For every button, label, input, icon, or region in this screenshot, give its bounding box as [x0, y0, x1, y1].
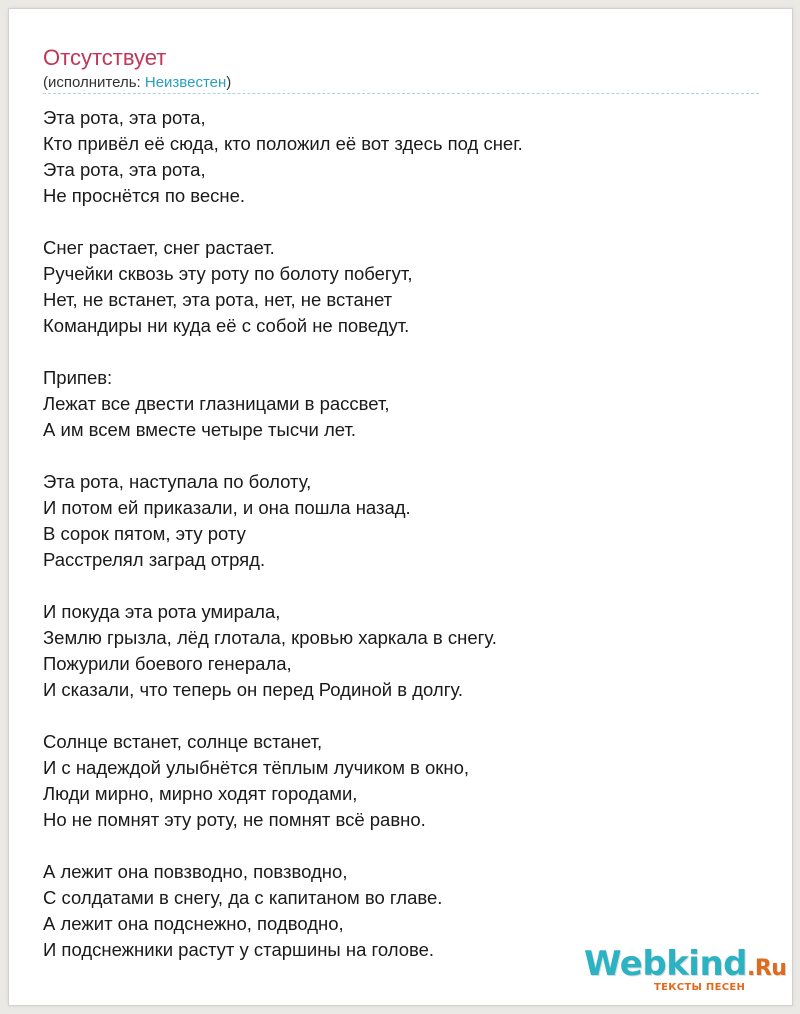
- lyrics-line: Ручейки сквозь эту роту по болоту побегут,: [43, 263, 413, 284]
- artist-line: [43, 73, 231, 93]
- lyrics-stanza: [43, 599, 763, 703]
- lyrics-line: Припев:: [43, 367, 113, 388]
- lyrics-line: А лежит она повзводно, повзводно,: [43, 861, 348, 882]
- artist-link[interactable]: Неизвестен: [144, 74, 227, 91]
- song-title: Отсутствует: [43, 45, 167, 70]
- lyrics-line: Эта рота, наступала по болоту,: [43, 471, 312, 492]
- lyrics-page: [8, 8, 793, 1006]
- lyrics-line: Люди мирно, мирно ходят городами,: [43, 783, 358, 804]
- lyrics-line: В сорок пятом, эту роту: [43, 523, 246, 544]
- lyrics-line: Снег растает, снег растает.: [43, 237, 275, 258]
- lyrics-stanza: [43, 235, 763, 339]
- lyrics-line: А им всем вместе четыре тысчи лет.: [43, 419, 357, 440]
- lyrics-line: И подснежники растут у старшины на голове.: [43, 939, 435, 960]
- lyrics-stanza: [43, 105, 763, 209]
- lyrics-line: Эта рота, эта рота,: [43, 107, 206, 128]
- header-divider: [43, 93, 759, 94]
- lyrics-line: Расстрелял заград отряд.: [43, 549, 266, 570]
- lyrics-line: Эта рота, эта рота,: [43, 159, 206, 180]
- logo-tagline: ТЕКСТЫ ПЕСЕН: [654, 982, 746, 993]
- artist-prefix: (исполнитель:: [43, 74, 145, 91]
- lyrics-stanza: [43, 469, 763, 573]
- lyrics-line: Не проснётся по весне.: [43, 185, 246, 206]
- lyrics-line: Командиры ни куда её с собой не поведут.: [43, 315, 410, 336]
- lyrics-line: И покуда эта рота умирала,: [43, 601, 281, 622]
- lyrics-line: Землю грызла, лёд глотала, кровью харкала в снегу.: [43, 627, 497, 648]
- lyrics-line: Кто привёл её сюда, кто положил её вот здесь под снег.: [43, 133, 523, 154]
- lyrics-line: Нет, не встанет, эта рота, нет, не встанет: [43, 289, 393, 310]
- lyrics-stanza: [43, 729, 763, 833]
- lyrics-line: Солнце встанет, солнце встанет,: [43, 731, 323, 752]
- lyrics-text: [43, 105, 763, 989]
- lyrics-line: А лежит она подснежно, подводно,: [43, 913, 344, 934]
- logo-main-text: Webkind: [584, 944, 747, 984]
- lyrics-line: И с надеждой улыбнётся тёплым лучиком в окно,: [43, 757, 470, 778]
- lyrics-line: И потом ей приказали, и она пошла назад.: [43, 497, 411, 518]
- lyrics-line: Но не помнят эту роту, не помнят всё равно.: [43, 809, 426, 830]
- lyrics-line: Лежат все двести глазницами в рассвет,: [43, 393, 390, 414]
- lyrics-line: И сказали, что теперь он перед Родиной в долгу.: [43, 679, 464, 700]
- logo-tld: .Ru: [747, 956, 787, 981]
- lyrics-line: С солдатами в снегу, да с капитаном во главе.: [43, 887, 443, 908]
- site-logo[interactable]: [584, 944, 787, 1000]
- lyrics-line: Пожурили боевого генерала,: [43, 653, 292, 674]
- lyrics-stanza: [43, 365, 763, 443]
- artist-suffix: ): [226, 74, 232, 91]
